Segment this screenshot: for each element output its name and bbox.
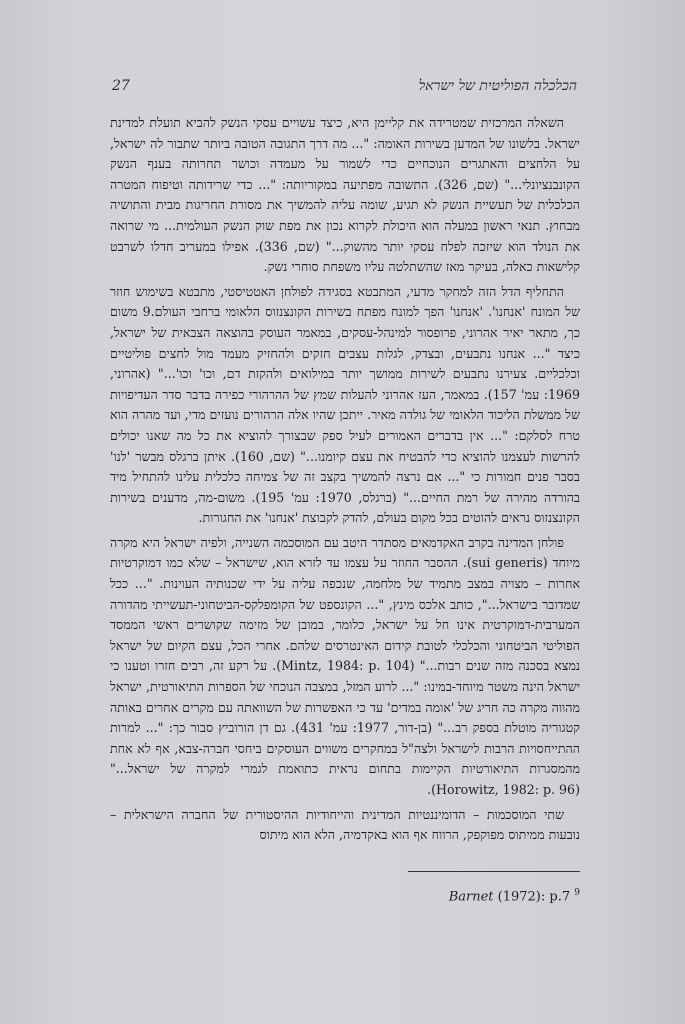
paragraph: התחליף הדל הזה למחקר מדעי, המתבטא בסגידה לפולחן האטטיסטי, מתבטא בשימוש חוזר של המונח 'אנחנו'. 'אנחנו' הפך למונח מפתח בשירות הקונצנזוס הלאומי ברחבי העולם.9 משום כך, מתאר יאיר אהרוני, פרופסור למינהל-עסקים, במאמר העוסק בהוצאה הצבאית של ישראל, כיצד "... אנחנו נתבעים, ובצדק, לגלות עצבים חזקים ולהחזיק מעמד מול לחצים פוליטיים וכלכליים. צעירנו נתבעים לשירות ממושך יותר במילואים ולהקזת דם, וכו' וכו'..." (אהרוני, 1969: עמ' 157). במאמר, העז אהרוני להעלות שמץ של ההרהורי כפירה בדבר סדר העדיפויות של ממשלת הליכוד הלאומי של גולדה מאיר. ייתכן שהיו אלה הרהורים נועזים מדי, ועד מהרה הוא טרח לסלקם: "... אין בדברים האמורים לעיל ספק שבצורך להוציא את כל מה שאנו יכולים להרשות לעצמנו להוציא כדי להבטיח את עצם קיומנו..." (שם, 160). איתן ברגלס מבשר 'לנו' בסבר פנים חמורות כי "... אם נרצה להמשיך בקצב זה של צמיחה כלכלית עלינו להתחיל מיד בהורדה מהירה של רמת החיים..." (ברגלס, 1970: עמ' 195). משום-מה, מדענים בשירות הקונצנזוס נראים להוטים בכל מקום בעולם, להדק לקבוצת 'אנחנו' את החגורות. [110, 283, 581, 526]
page-number: 27 [112, 78, 130, 94]
paragraph: פולחן המדינה בקרב האקדמאים מסתדר היטב עם המוסכמה השנייה, ולפיה ישראל היא מקרה מיוחד (sui generis). ההסבר החוזר על עצמו עד לזרא הוא, שישראל – שלא כמו דמוקרטיות אחרות – מצויה במצב מתמיד של מלחמה, שנכפה עליה על ידי שכנותיה העוינות. "... ככל שמדובר בישראל...", כותב אלכס מינץ, "... הקונספט של הקומפלקס-הביטחוני-תעשייתי מהדורה המערבית-דמוקרטית אינו חל על ישראל, כלומר, במובן של מזימה שקושרים ראשי הממסד הפוליטי הביטחוני והכלכלי לטובת קידום האינטרסים שלהם. אחרי הכל, עצם הקיום של ישראל נמצא בסכנה מזה שנים רבות..." (Mintz, 1984: p. 104). על רקע זה, רבים חזרו וטענו כי ישראל הינה משטר מיוחד-במינו: "... לרוע המזל, במצבה הנוכחי של הספרות התיאורטית, ישראל מהווה מקרה כה חריג של 'אומה במדים' עד כי האפשרות של השוואתה עם מקרים אחרים באותה קטגוריה מוטלת בספק רב..." (בן-דור, 1977: עמ' 431). גם דן הורוביץ סבור כך: "... למרות ההתייחסויות הרבות לישראל ולצה"ל במחקרים משווים העוסקים ביחסי חברה-צבא, אף לא אחת מהמסגרות התיאורטיות הקיימות בתחום נראית כתואמת לגמרי למקרה של ישראל..." (Horowitz, 1982: p. 96). [110, 534, 581, 797]
paragraph: השאלה המרכזית שמטרידה את קליימן היא, כיצד עשויים עסקי הנשק להביא תועלת למדינת ישראל. בלשונו של המדען בשירות האומה: "... מה דרך התגובה הטובה ביותר שתבור לה ישראל, על הלחצים והאתגרים הנוכחיים כדי לשמור על מעמדה וכושר תחרותה בענף הנשק הקונבנציונלי..." (שם, 326). התשובה מפתיעה במקוריותה: "... כדי שרידותה וטיפוח המטרה הכלכלית של תעשיית הנשק לא תגיע, שומה עליה להמשיך את מסורת החריגות מבית והתושיה מבחוץ. תנאי ראשון במעלה הוא היכולת לקרוא נכון את מפת שוק הנשק העולמית... מי שרואה את הנולד הוא שיזכה לפלח עסקי יותר מהשוק..." (שם, 336). אפילו במעריב חדלו לשרבט קלישאות כאלה, בעיקר מאז שהשתלטה עליו משפחת סוחרי נשק. [110, 115, 580, 275]
footnote-author: Barnet [448, 889, 494, 905]
running-title: הכלכלה הפוליטית של ישראל [418, 78, 577, 94]
paragraph: שתי המוסכמות – הדומיננטיות המדינית והייחודיות ההיסטורית של החברה הישראלית – נובעות ממיתוס מפוקפק, הרווח אף הוא באקדמיה, הלא הוא מיתוס [110, 806, 580, 843]
body-text [110, 113, 580, 846]
footnote-citation: (1972): p.7 [497, 889, 571, 905]
footnote-marker: 9 [574, 888, 580, 898]
footnote-divider [408, 871, 580, 872]
running-header [112, 78, 577, 100]
footnote [380, 888, 580, 904]
